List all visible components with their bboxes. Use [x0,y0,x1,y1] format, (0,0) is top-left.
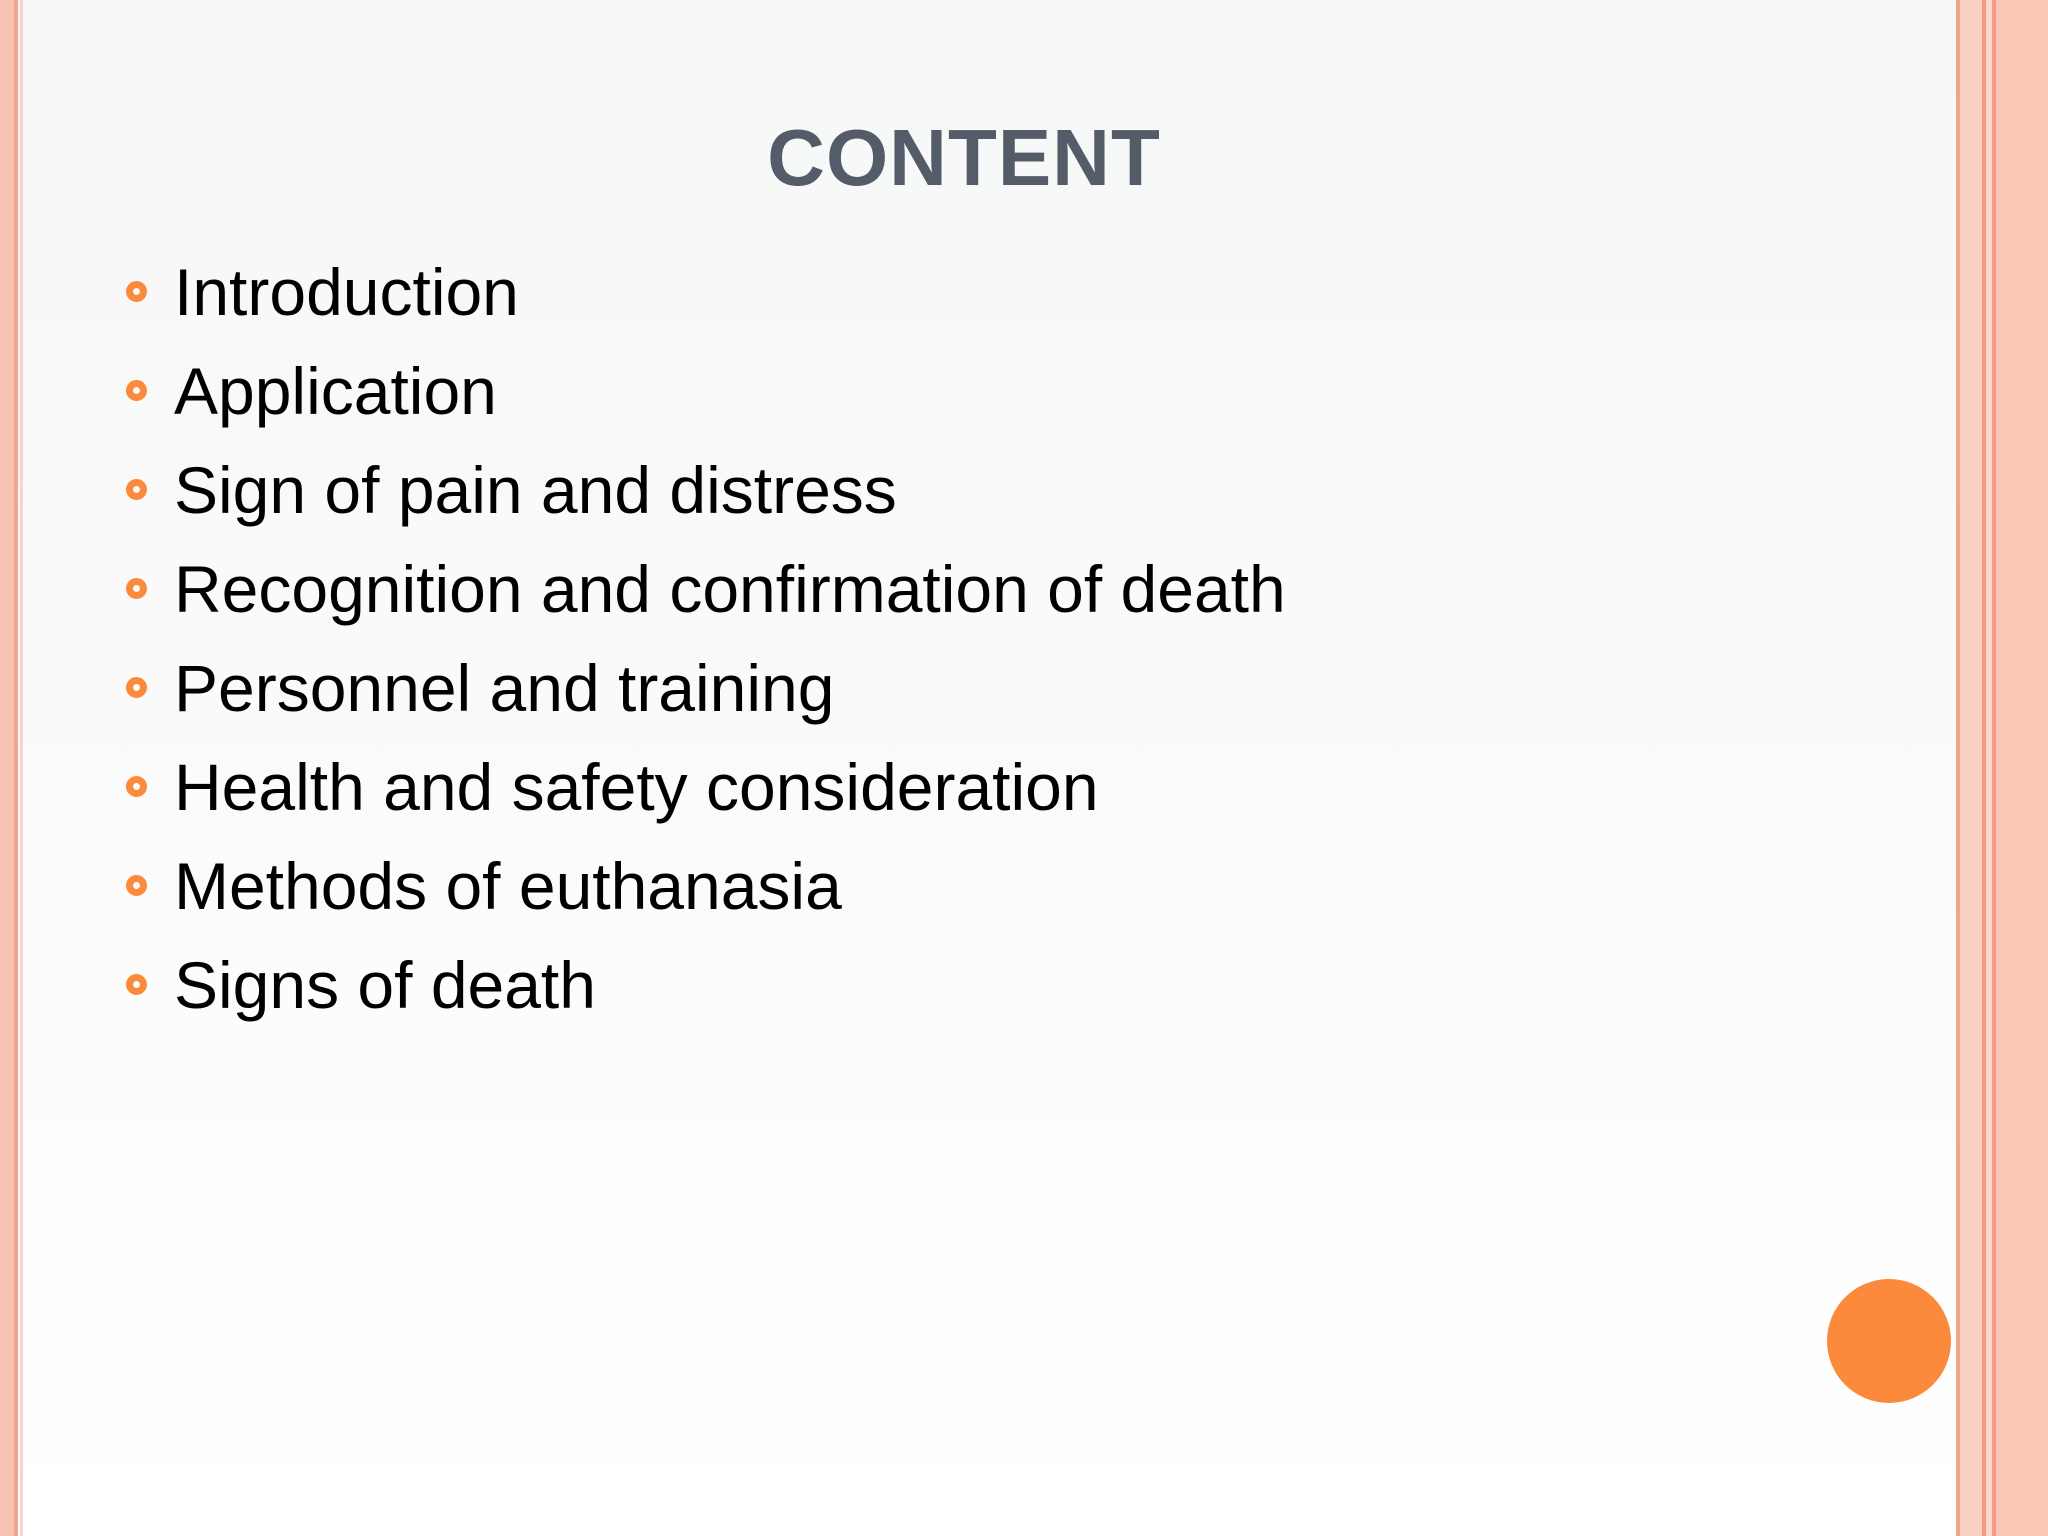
list-item [126,242,1286,341]
list-item-label: Application [174,353,497,428]
content-list [126,242,1286,1034]
list-item-label: Sign of pain and distress [174,452,897,527]
ring-bullet-icon [126,974,147,995]
list-item [126,836,1286,935]
orange-circle-icon [1827,1279,1951,1403]
left-border-thin-line [20,0,23,1536]
ring-bullet-icon [126,578,147,599]
left-border-stripe [0,0,14,1536]
right-border-band-1 [1960,0,1982,1536]
right-border-band-3 [1996,0,2048,1536]
left-border-line [14,0,18,1536]
ring-bullet-icon [126,281,147,302]
list-item [126,440,1286,539]
list-item [126,539,1286,638]
ring-bullet-icon [126,776,147,797]
list-item-label: Signs of death [174,947,596,1022]
list-item [126,935,1286,1034]
list-item-label: Methods of euthanasia [174,848,842,923]
ring-bullet-icon [126,380,147,401]
list-item-label: Introduction [174,254,519,329]
list-item-label: Health and safety consideration [174,749,1099,824]
list-item [126,737,1286,836]
ring-bullet-icon [126,677,147,698]
list-item [126,638,1286,737]
ring-bullet-icon [126,479,147,500]
list-item-label: Recognition and confirmation of death [174,551,1286,626]
list-item-label: Personnel and training [174,650,835,725]
list-item [126,341,1286,440]
slide-title: CONTENT [767,113,1161,202]
ring-bullet-icon [126,875,147,896]
